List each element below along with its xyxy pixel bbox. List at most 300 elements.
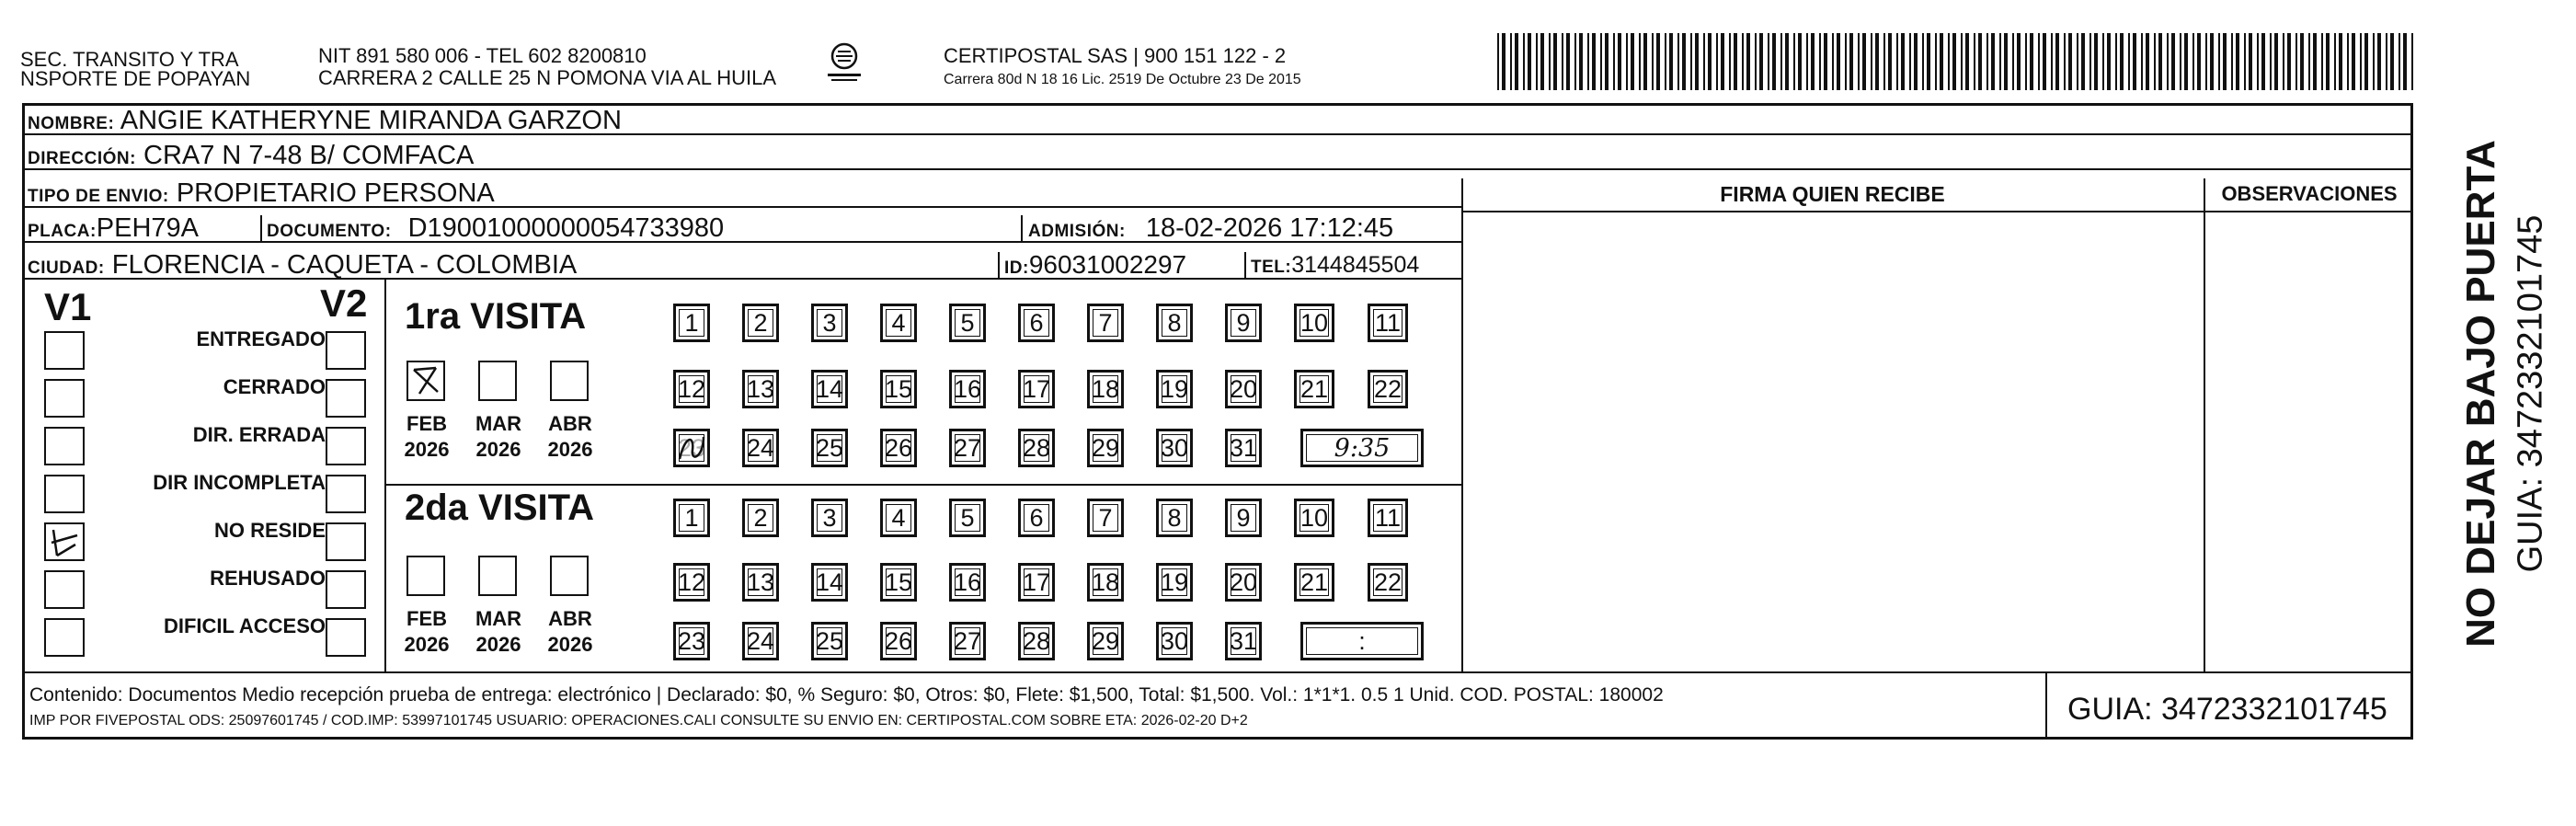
day-box [1156, 304, 1193, 342]
barcode-bar [1772, 33, 1776, 90]
day-number: 2 [753, 504, 768, 532]
day-box [673, 429, 710, 467]
id-value: 96031002297 [1028, 250, 1187, 279]
barcode-bar [1695, 33, 1699, 90]
v1-checkbox [44, 522, 85, 561]
day-box [1018, 304, 1055, 342]
barcode-bar [2205, 33, 2207, 90]
day-box [811, 429, 848, 467]
barcode-bar [2115, 33, 2117, 90]
barcode-bar [2154, 33, 2156, 90]
sender-nit: NIT 891 580 006 - TEL 602 8200810 [318, 44, 647, 67]
barcode-bar [1768, 33, 1769, 90]
day-number: 23 [677, 627, 706, 655]
barcode-bar [1793, 33, 1795, 90]
v2-checkbox [326, 522, 366, 561]
barcode-bar [1952, 33, 1956, 90]
day-box [1018, 563, 1055, 602]
barcode-bar [2128, 33, 2130, 90]
day-number: 8 [1167, 309, 1182, 337]
barcode-bar [2270, 33, 2272, 90]
barcode-bar [1965, 33, 1969, 90]
barcode-bar [2313, 33, 2317, 90]
day-box [673, 370, 710, 408]
day-box [1018, 370, 1055, 408]
side-guia: GUIA: 3472332101745 [2511, 214, 2550, 573]
barcode-bar [1574, 33, 1576, 90]
v1-checkbox [44, 331, 85, 370]
day-number: 29 [1091, 434, 1120, 462]
divider [260, 215, 262, 243]
tel-cell [1251, 250, 1419, 280]
divider [998, 252, 1000, 280]
day-number: 3 [822, 504, 837, 532]
day-number: 7 [1098, 309, 1113, 337]
barcode-bar [2339, 33, 2342, 90]
day-number: 16 [953, 375, 982, 403]
id-cell [1004, 250, 1186, 280]
row-nombre [22, 106, 2413, 135]
barcode-bar [2051, 33, 2053, 90]
barcode-bar [2081, 33, 2085, 90]
barcode-bar [1811, 33, 1815, 90]
status-option-label: NO RESIDE [213, 519, 326, 542]
barcode-bar [1935, 33, 1937, 90]
barcode-bar [2210, 33, 2214, 90]
day-number: 6 [1029, 309, 1044, 337]
v1-checkbox [44, 379, 85, 418]
barcode-bar [1643, 33, 1647, 90]
barcode-bar [1510, 33, 1512, 90]
barcode-bar [2012, 33, 2014, 90]
barcode-bar [1746, 33, 1750, 90]
day-box [811, 622, 848, 660]
barcode-bar [1999, 33, 2001, 90]
v2-checkbox [326, 618, 366, 657]
divider [384, 484, 1461, 486]
barcode-bar [2043, 33, 2046, 90]
barcode-bar [2197, 33, 2201, 90]
day-box [811, 304, 848, 342]
day-number: 4 [891, 504, 906, 532]
documento-cell [267, 213, 724, 243]
day-box [1018, 499, 1055, 537]
day-box [949, 622, 986, 660]
imp-text: IMP POR FIVEPOSTAL ODS: 25097601745 / COD.IMP: 53997101745 USUARIO: OPERACIONES.CALI CONSULTE SU ENVIO EN: CERTIPOSTAL.COM SOBRE ETA: 2026-02-20 D+2 [29, 713, 1248, 728]
divider [2204, 178, 2205, 671]
side-notice [2410, 136, 2576, 651]
status-option-label: DIR. ERRADA [192, 423, 326, 446]
day-number: 30 [1160, 627, 1189, 655]
day-box [742, 563, 779, 602]
tipo-envio-value: PROPIETARIO PERSONA [176, 178, 495, 208]
placa-value: PEH79A [96, 213, 200, 243]
barcode-bar [1592, 33, 1596, 90]
time-box [1300, 622, 1424, 660]
barcode-bar [1862, 33, 1866, 90]
sender-address: CARRERA 2 CALLE 25 N POMONA VIA AL HUILA [318, 66, 777, 89]
day-box [811, 563, 848, 602]
barcode-bar [2300, 33, 2304, 90]
day-box [1018, 429, 1055, 467]
barcode-bar [2287, 33, 2291, 90]
day-number: 17 [1022, 568, 1051, 596]
direccion-label: DIRECCIÓN: [28, 149, 136, 168]
day-box [1018, 622, 1055, 660]
day-number: 28 [1022, 627, 1051, 655]
day-number: 28 [1022, 434, 1051, 462]
barcode-bar [1986, 33, 1988, 90]
month-checkbox [550, 361, 589, 401]
day-box [1156, 499, 1193, 537]
barcode-bar [2411, 33, 2413, 90]
v1-checkbox [44, 618, 85, 657]
barcode-bar [1961, 33, 1963, 90]
tel-value: 3144845504 [1291, 252, 1420, 278]
day-number: 18 [1091, 375, 1120, 403]
year-label: 2026 [547, 438, 593, 461]
ciudad-label: CIUDAD: [28, 258, 105, 278]
barcode-bar [2030, 33, 2033, 90]
no-dejar-bajo-puerta: NO DEJAR BAJO PUERTA [2458, 140, 2503, 648]
second-visit-time: : [1358, 627, 1366, 655]
barcode-bar [2283, 33, 2284, 90]
day-number: 5 [960, 309, 975, 337]
day-box [1225, 304, 1262, 342]
day-number: 29 [1091, 627, 1120, 655]
barcode-bar [2403, 33, 2407, 90]
day-number: 25 [815, 627, 844, 655]
day-number: 26 [884, 627, 913, 655]
day-box [949, 563, 986, 602]
day-box [880, 429, 917, 467]
v2-checkbox [326, 475, 366, 513]
divider [384, 280, 386, 671]
barcode-bar [2218, 33, 2220, 90]
barcode-bar [1553, 33, 1557, 90]
divider [1244, 252, 1246, 280]
day-box [1087, 429, 1124, 467]
barcode-bar [1896, 33, 1898, 90]
handwritten-mark-icon [408, 362, 443, 399]
day-number: 1 [684, 309, 699, 337]
day-number: 23 [677, 434, 706, 462]
day-number: 21 [1299, 568, 1329, 596]
divider [1461, 211, 2413, 212]
barcode-bar [2184, 33, 2188, 90]
sender-name-line1: SEC. TRANSITO Y TRA [20, 48, 239, 71]
barcode-bar [1780, 33, 1782, 90]
year-label: 2026 [404, 438, 450, 461]
barcode-bar [2308, 33, 2310, 90]
day-box [673, 304, 710, 342]
day-box [1294, 563, 1334, 602]
day-box [1087, 622, 1124, 660]
day-box [1225, 429, 1262, 467]
barcode-bar [1742, 33, 1744, 90]
day-number: 14 [815, 375, 844, 403]
ciudad-value: FLORENCIA - CAQUETA - COLOMBIA [111, 250, 578, 280]
v1-checkbox [44, 475, 85, 513]
barcode-bar [1639, 33, 1641, 90]
barcode-bar [1716, 33, 1718, 90]
barcode [1497, 33, 2417, 90]
month-checkbox [478, 361, 517, 401]
day-box [673, 622, 710, 660]
tipo-envio-label: TIPO DE ENVIO: [28, 187, 169, 206]
barcode-bar [1669, 33, 1673, 90]
month-label: ABR [548, 412, 592, 435]
barcode-bar [2077, 33, 2078, 90]
barcode-bar [1631, 33, 1634, 90]
day-number: 20 [1229, 375, 1258, 403]
barcode-bar [1755, 33, 1757, 90]
barcode-bar [1927, 33, 1930, 90]
barcode-bar [2257, 33, 2259, 90]
day-box [949, 499, 986, 537]
barcode-bar [2360, 33, 2362, 90]
barcode-bar [1721, 33, 1724, 90]
day-box [1087, 304, 1124, 342]
month-label: MAR [475, 412, 522, 435]
barcode-bar [2133, 33, 2136, 90]
v2-label: V2 [320, 281, 368, 325]
day-box [1368, 304, 1408, 342]
status-option-label: REHUSADO [210, 567, 326, 590]
year-label: 2026 [547, 633, 593, 656]
barcode-bar [1579, 33, 1583, 90]
barcode-bar [2167, 33, 2169, 90]
barcode-bar [1605, 33, 1609, 90]
barcode-bar [1626, 33, 1628, 90]
day-number: 4 [891, 309, 906, 337]
day-box [1156, 563, 1193, 602]
barcode-bar [2296, 33, 2297, 90]
day-box [673, 499, 710, 537]
barcode-bar [1566, 33, 1570, 90]
barcode-bar [2352, 33, 2355, 90]
barcode-bar [1837, 33, 1840, 90]
barcode-bar [2146, 33, 2149, 90]
barcode-bar [2231, 33, 2233, 90]
day-number: 1 [684, 504, 699, 532]
day-number: 13 [746, 375, 775, 403]
barcode-bar [2236, 33, 2239, 90]
barcode-bar [1948, 33, 1950, 90]
day-number: 14 [815, 568, 844, 596]
barcode-bar [2102, 33, 2104, 90]
day-number: 27 [953, 434, 982, 462]
month-checkbox [478, 556, 517, 596]
barcode-bar [2373, 33, 2375, 90]
barcode-bar [1845, 33, 1847, 90]
barcode-bar [1824, 33, 1827, 90]
first-visit-title: 1ra VISITA [405, 296, 587, 337]
barcode-bar [2192, 33, 2194, 90]
barcode-bar [1991, 33, 1995, 90]
day-box [742, 429, 779, 467]
day-box [1087, 370, 1124, 408]
day-number: 20 [1229, 568, 1258, 596]
barcode-bar [1798, 33, 1802, 90]
status-option-label: DIR INCOMPLETA [153, 471, 326, 494]
day-number: 15 [884, 568, 913, 596]
barcode-bar [1901, 33, 1905, 90]
v1-checkbox [44, 570, 85, 609]
month-label: ABR [548, 607, 592, 630]
barcode-bar [1613, 33, 1615, 90]
day-number: 31 [1229, 627, 1258, 655]
day-box [880, 499, 917, 537]
barcode-bar [1536, 33, 1538, 90]
day-number: 22 [1373, 568, 1402, 596]
barcode-bar [1978, 33, 1982, 90]
barcode-bar [2068, 33, 2072, 90]
day-number: 3 [822, 309, 837, 337]
day-box [949, 429, 986, 467]
barcode-bar [1785, 33, 1789, 90]
day-number: 22 [1373, 375, 1402, 403]
barcode-bar [1540, 33, 1544, 90]
courier-license: Carrera 80d N 18 16 Lic. 2519 De Octubre 23 De 2015 [944, 72, 1301, 87]
v1-label: V1 [44, 285, 92, 328]
barcode-bar [1549, 33, 1551, 90]
barcode-bar [1497, 33, 1499, 90]
barcode-bar [2089, 33, 2091, 90]
barcode-bar [1652, 33, 1654, 90]
day-box [1225, 622, 1262, 660]
day-box [1225, 563, 1262, 602]
v2-checkbox [326, 379, 366, 418]
barcode-bar [1871, 33, 1872, 90]
day-box [880, 304, 917, 342]
day-box [673, 563, 710, 602]
time-box [1300, 429, 1424, 467]
status-option-label: ENTREGADO [196, 327, 326, 350]
day-number: 10 [1299, 309, 1329, 337]
day-box [811, 370, 848, 408]
day-box [742, 499, 779, 537]
day-box [1294, 304, 1334, 342]
barcode-bar [2107, 33, 2111, 90]
id-label: ID: [1004, 258, 1029, 278]
barcode-bar [2141, 33, 2143, 90]
barcode-bar [1832, 33, 1834, 90]
barcode-bar [2055, 33, 2059, 90]
documento-value: D19001000000054733980 [407, 213, 725, 243]
tel-label: TEL: [1251, 258, 1292, 277]
day-number: 2 [753, 309, 768, 337]
day-number: 7 [1098, 504, 1113, 532]
day-number: 24 [746, 434, 775, 462]
barcode-bar [1562, 33, 1563, 90]
barcode-bar [2120, 33, 2124, 90]
day-box [1368, 563, 1408, 602]
day-number: 19 [1160, 375, 1189, 403]
v2-checkbox [326, 570, 366, 609]
barcode-bar [2017, 33, 2021, 90]
barcode-bar [2038, 33, 2040, 90]
barcode-bar [1729, 33, 1731, 90]
barcode-bar [2004, 33, 2008, 90]
day-box [1156, 622, 1193, 660]
month-checkbox [406, 361, 445, 401]
barcode-bar [2244, 33, 2246, 90]
admision-cell [1028, 213, 1393, 243]
barcode-bar [2064, 33, 2066, 90]
day-number: 18 [1091, 568, 1120, 596]
barcode-bar [2180, 33, 2181, 90]
barcode-bar [1708, 33, 1712, 90]
day-number: 12 [677, 375, 706, 403]
month-label: FEB [406, 412, 447, 435]
barcode-bar [1940, 33, 1943, 90]
barcode-bar [2377, 33, 2381, 90]
divider [1461, 178, 1463, 671]
barcode-bar [2223, 33, 2227, 90]
row-direccion [22, 141, 2413, 170]
day-number: 6 [1029, 504, 1044, 532]
day-box [1156, 370, 1193, 408]
year-label: 2026 [475, 633, 521, 656]
barcode-bar [2390, 33, 2394, 90]
first-visit-time: 9:35 [1334, 434, 1391, 463]
v2-checkbox [326, 331, 366, 370]
barcode-bar [1858, 33, 1860, 90]
day-box [1294, 370, 1334, 408]
day-box [1368, 499, 1408, 537]
barcode-bar [1677, 33, 1679, 90]
day-box [880, 563, 917, 602]
barcode-bar [1502, 33, 1506, 90]
day-box [742, 370, 779, 408]
day-box [949, 304, 986, 342]
day-box [1156, 429, 1193, 467]
year-label: 2026 [404, 633, 450, 656]
admision-value: 18-02-2026 17:12:45 [1145, 213, 1394, 243]
barcode-bar [1523, 33, 1525, 90]
barcode-bar [2025, 33, 2027, 90]
day-number: 17 [1022, 375, 1051, 403]
day-number: 31 [1229, 434, 1258, 462]
month-label: MAR [475, 607, 522, 630]
day-number: 5 [960, 504, 975, 532]
barcode-bar [1849, 33, 1853, 90]
barcode-bar [2171, 33, 2175, 90]
barcode-bar [1922, 33, 1924, 90]
barcode-bar [1528, 33, 1531, 90]
day-number: 24 [746, 627, 775, 655]
barcode-bar [2326, 33, 2330, 90]
barcode-bar [1587, 33, 1589, 90]
day-box [1368, 370, 1408, 408]
day-box [880, 370, 917, 408]
month-checkbox [406, 556, 445, 596]
barcode-bar [1690, 33, 1692, 90]
day-number: 9 [1236, 309, 1251, 337]
day-number: 11 [1374, 309, 1402, 337]
barcode-bar [1909, 33, 1911, 90]
certipostal-logo [824, 40, 864, 86]
barcode-bar [2364, 33, 2368, 90]
row-tipo-envio [22, 178, 1463, 208]
day-number: 26 [884, 434, 913, 462]
barcode-bar [1703, 33, 1705, 90]
barcode-bar [1875, 33, 1879, 90]
barcode-bar [2347, 33, 2349, 90]
day-number: 21 [1299, 375, 1329, 403]
documento-label: DOCUMENTO: [267, 222, 392, 241]
